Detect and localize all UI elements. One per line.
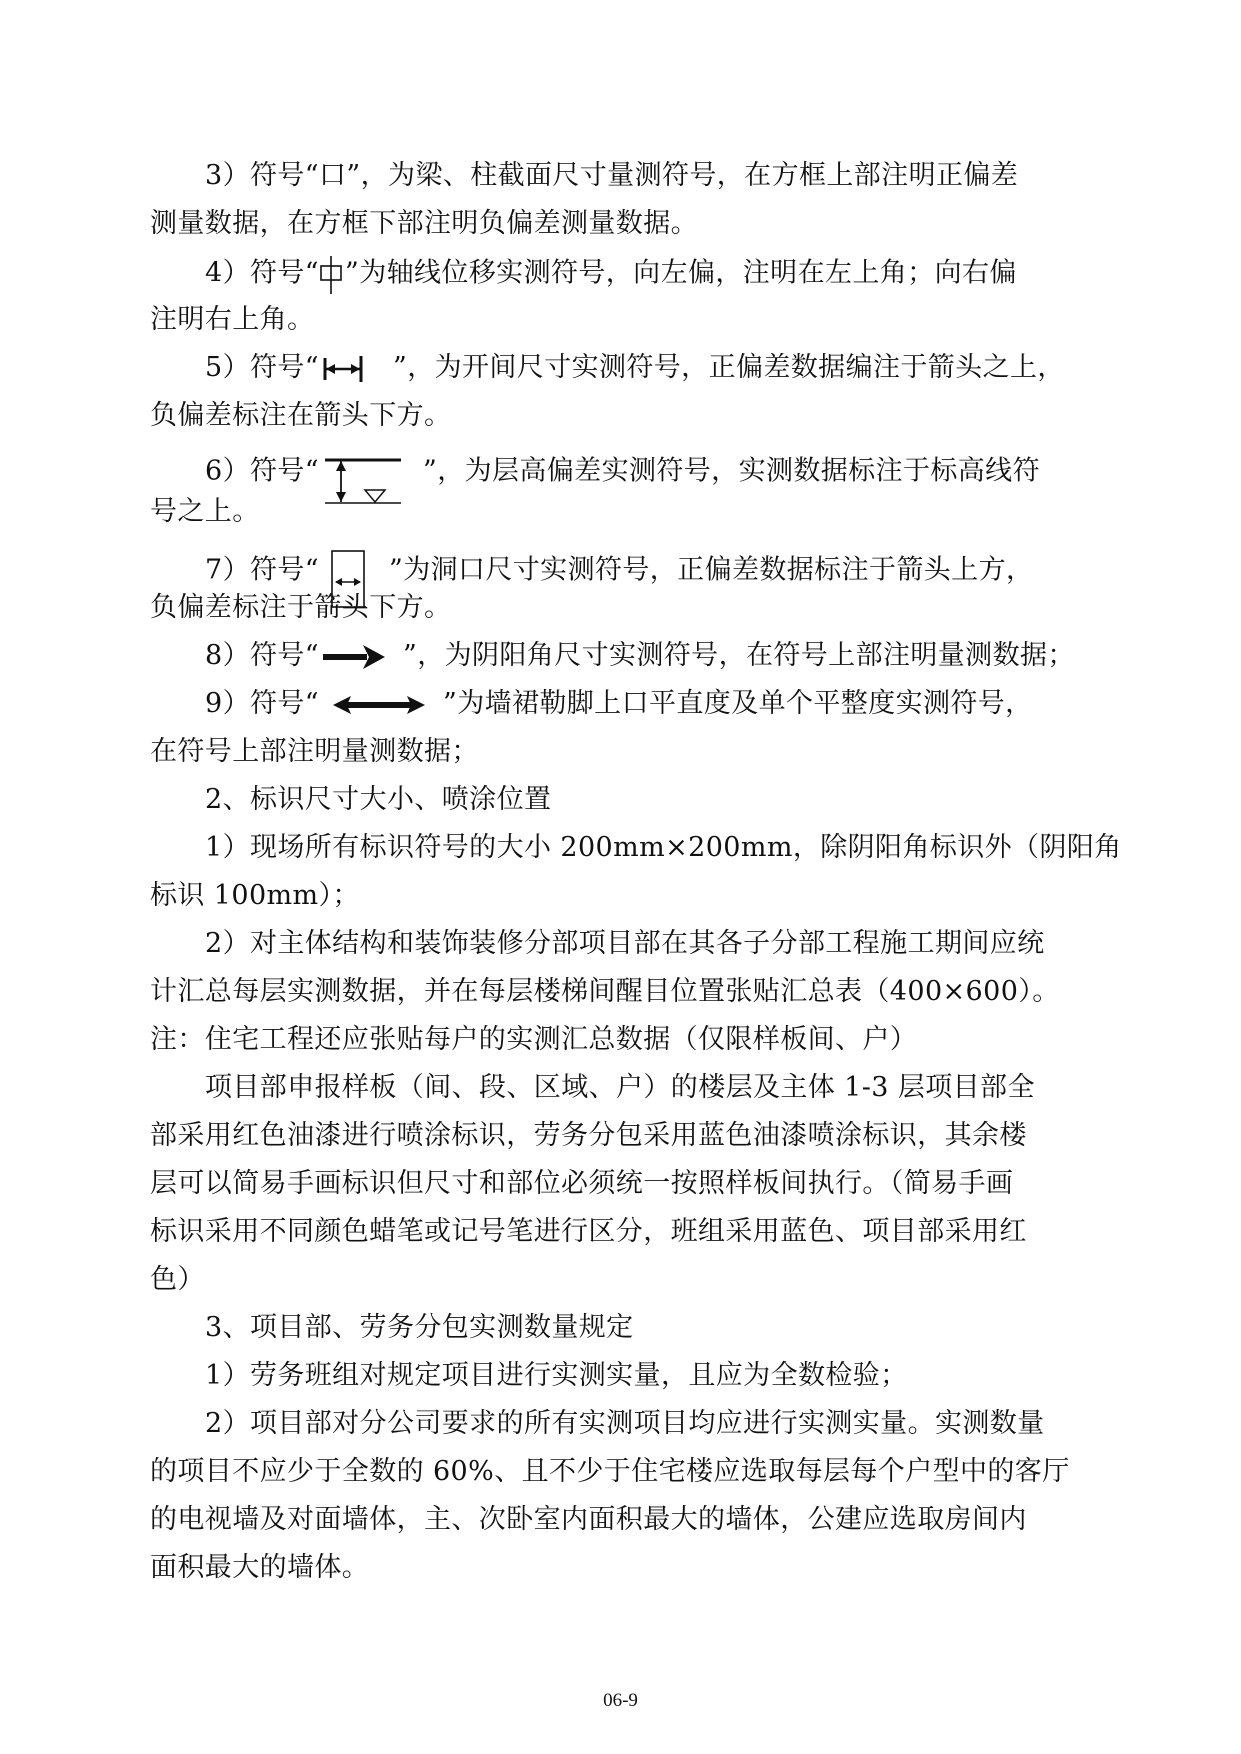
para-line: 负偏差标注在箭头下方。 [150,400,452,431]
para-line [205,446,1100,486]
bay-dimension-symbol-icon [323,356,363,382]
para-line [205,254,1100,294]
para-line: 部采用红色油漆进行喷涂标识，劳务分包采用蓝色油漆喷涂标识，其余楼 [150,1120,1027,1151]
para-line: 项目部申报样板（间、段、区域、户）的楼层及主体 1-3 层项目部全 [205,1072,1035,1103]
para-line: 色） [150,1264,205,1295]
para-line [205,350,1100,390]
axis-offset-symbol-icon [319,254,345,294]
para-line: 2）对主体结构和装饰装修分部项目部在其各子分部工程施工期间应统 [205,928,1045,959]
para-text: 5）符号“ [205,352,319,383]
para-text: ”为洞口尺寸实测符号，正偏差数据标注于箭头上方， [388,554,1034,586]
section-heading: 2、标识尺寸大小、喷涂位置 [205,784,552,815]
para-line: 标识 100mm）； [150,880,360,911]
page-number: 06-9 [603,1690,638,1711]
para-text: 9）符号“ [205,688,319,719]
flatness-symbol-double-arrow-icon [333,694,425,716]
para-line: 注明右上角。 [150,304,315,335]
para-text: 6）符号“ [205,455,319,487]
corner-symbol-arrow-icon [323,643,385,671]
para-text: 7）符号“ [205,554,319,586]
para-text: ”，为层高偏差实测符号，实测数据标注于标高线符 [422,455,1040,487]
para-line: 测量数据，在方框下部注明负偏差测量数据。 [150,208,698,239]
para-text: ”为墙裙勒脚上口平直度及单个平整度实测符号， [442,688,1033,719]
para-text: ”为轴线位移实测符号，向左偏，注明在左上角；向右偏 [344,257,1017,289]
para-line: 负偏差标注于箭头下方。 [150,592,452,623]
para-line: 3）符号“口”，为梁、柱截面尺寸量测符号，在方框上部注明正偏差 [205,160,1019,191]
para-line: 2）项目部对分公司要求的所有实测项目均应进行实测实量。实测数量 [205,1408,1045,1439]
para-line: 计汇总每层实测数据，并在每层楼梯间醒目位置张贴汇总表（400×600）。 [150,976,1060,1007]
para-line [205,638,1100,678]
para-line: 号之上。 [150,496,260,527]
para-text: ”，为阴阳角尺寸实测符号，在符号上部注明量测数据； [402,640,1075,671]
para-line [205,542,1100,586]
para-line: 在符号上部注明量测数据； [150,736,479,767]
para-line [205,686,1100,726]
para-line: 的项目不应少于全数的 60%、且不少于住宅楼应选取每层每个户型中的客厅 [150,1456,1070,1487]
para-line: 层可以简易手画标识但尺寸和部位必须统一按照样板间执行。（简易手画 [150,1168,1014,1199]
para-text: 4）符号“ [205,257,319,289]
note-line: 注：住宅工程还应张贴每户的实测汇总数据（仅限样板间、户） [150,1024,918,1055]
para-line: 1）劳务班组对规定项目进行实测实量，且应为全数检验； [205,1360,908,1391]
section-heading: 3、项目部、劳务分包实测数量规定 [205,1312,634,1343]
para-line: 标识采用不同颜色蜡笔或记号笔进行区分，班组采用蓝色、项目部采用红 [150,1216,1027,1247]
para-line: 1）现场所有标识符号的大小 200mm×200mm，除阴阳角标识外（阴阳角 [205,832,1122,863]
para-line: 面积最大的墙体。 [150,1552,370,1583]
para-text: 8）符号“ [205,640,319,671]
para-line: 的电视墙及对面墙体，主、次卧室内面积最大的墙体，公建应选取房间内 [150,1504,1027,1535]
para-text: ”，为开间尺寸实测符号，正偏差数据编注于箭头之上， [392,352,1065,383]
